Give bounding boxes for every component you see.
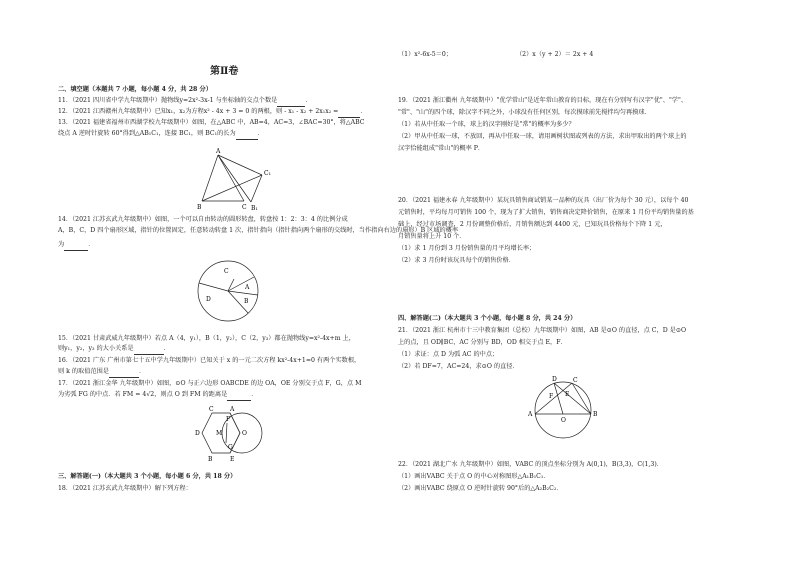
fig17-label-D: D	[195, 430, 200, 437]
figure-14-spinner	[188, 255, 268, 327]
question-20-line-1: 20．（2021 福建永春 九年级期中）某玩具销售商试销某一品种的玩具（出厂价为每个 30 元），以每个 40	[398, 197, 689, 204]
fig17-label-G: G	[228, 444, 233, 451]
figure-13-triangle-rotation	[196, 145, 286, 213]
question-17-text: 为劣弧 FG 的中点．若 FM = 4√2，则点 O 到 FM 的距离是	[58, 391, 228, 398]
question-20-line-3: 础上，经过市场调查，2 月份调整价格后，月销售额达到 4400 元，已知玩具价格每个下降 1 元，	[398, 221, 667, 228]
question-21-part-2: （2）若 DF=7，AC=24，求⊙O 的直径．	[398, 363, 519, 370]
fig21-label-A: A	[528, 411, 533, 418]
question-22-part-2: （2）画出VABC 绕原点 O 逆时针旋转 90°后的△A₂B₂C₂．	[398, 485, 563, 492]
question-14-line-2: A，B，C，D 四个扇形区域，指针的位置固定，任意转动转盘 1 次，指针指向（指针指向两个扇形的交线时，当作指向右边的扇形）B 区域的概率	[58, 227, 459, 234]
question-20-line-2: 元销售时，平均每月可销售 100 个，现为了扩大销售，销售商决定降价销售，在原来 1 月份平均销售量的基	[398, 209, 694, 216]
question-11-text: 11．（2021 四川省中学九年级期中）抛物线y=2x²-3x-1 与坐标轴的交点个数是	[58, 97, 278, 104]
answer-blank-13[interactable]	[236, 129, 258, 140]
fig17-label-B: B	[208, 456, 213, 463]
fig17-label-F: F	[226, 416, 231, 423]
question-22-part-1: （1）画出VABC 关于点 O 的中心对称图形△A₁B₁C₁．	[398, 473, 550, 480]
question-20-part-2: （2）求 3 月份时该玩具每个的销售价格．	[398, 257, 515, 264]
question-12-text: 12．（2021 江西赣州九年级期中）已知x₁，x₂为方程x² - 4x + 3 = 0 的两根，则 - x₁ - x₂ + 2x₁x₂ =	[58, 108, 339, 115]
fig14-label-D: D	[206, 296, 211, 303]
fig17-label-A: A	[230, 406, 235, 413]
question-16-line-2: 则 k 的取值范围是 ．	[58, 367, 145, 378]
fig13-label-C: C	[242, 204, 247, 211]
answer-blank-11[interactable]	[277, 96, 305, 107]
question-12: 12．（2021 江西赣州九年级期中）已知x₁，x₂为方程x² - 4x + 3 = 0 的两根，则 - x₁ - x₂ + 2x₁x₂ = ．	[58, 107, 367, 118]
fig14-label-A: A	[245, 284, 250, 291]
answer-blank-17[interactable]	[227, 390, 251, 401]
fig17-label-O: O	[242, 430, 247, 437]
question-14-text: 为	[58, 241, 65, 248]
fig21-label-C: C	[573, 377, 578, 384]
fig21-label-D: D	[552, 376, 557, 383]
question-22-line-1: 22．（2021 湖北广水 九年级期中）如图，VABC 的顶点坐标分别为 A(0,1)，B(3,3)，C(1,3)．	[398, 461, 663, 468]
question-15-line-2: 则y₁，y₂，y₃ 的大小关系是 ．	[58, 344, 170, 355]
question-11: 11．（2021 四川省中学九年级期中）抛物线y=2x²-3x-1 与坐标轴的交点个数是 ．	[58, 96, 312, 107]
question-15-line-1: 15．（2021 甘肃武威九年级期中）若点 A（4，y₁），B（1，y₂），C（2，y₃）都在抛物线y=x²-4x+m 上，	[58, 335, 355, 342]
question-15-text: 则y₁，y₂，y₃ 的大小关系是	[58, 345, 134, 352]
question-17-line-1: 17．（2021 浙江金华 九年级期中）如图，⊙O 与正六边形 OABCDE 的边 OA，OE 分别交于点 F，G，点 M	[58, 380, 362, 387]
question-19-part-2-cont: 汉字恰能组成"常山"的概率 P．	[398, 145, 485, 152]
fig13-label-B: B	[197, 204, 202, 211]
fig14-label-C: C	[224, 268, 229, 275]
question-16-line-1: 16．（2021 广东 广州市第七十五中学九年级期中）已知关于 x 的一元二次方程 kx²-4x+1=0 有两个实数根，	[58, 357, 361, 364]
fig17-label-C: C	[209, 406, 214, 413]
fig17-label-E: E	[230, 456, 235, 463]
question-19-line-2: "常"、"山"的四个球，除汉字不同之外，小球没有任何区别，每次摸球前先搅拌均匀再摸球．	[398, 109, 651, 116]
question-21-line-1: 21．（2021 浙江 杭州市十三中教育集团（总校）九年级期中）如图，AB 是⊙O 的直径，点 C，D 是⊙O	[398, 327, 687, 334]
answer-blank-12[interactable]	[338, 107, 360, 118]
fig21-label-F: F	[549, 393, 554, 400]
answer-blank-16[interactable]	[109, 367, 139, 378]
section-2-heading: 二、填空题（本题共 7 小题，每小题 4 分，共 28 分）	[58, 86, 212, 93]
question-13-line-1: 13．（2021 福建省福州市西湖学校九年级期中）如图，在△ABC 中，AB=4，AC=3，∠BAC=30°，将△ABC	[58, 119, 365, 126]
question-14-line-1: 14．（2021 江苏玄武九年级期中）如图，一个可以自由转动的圆形转盘，转盘按 1：2：3：4 的比例分成	[58, 216, 348, 223]
fig13-label-B1: B₁	[251, 205, 258, 212]
question-19-part-2: （2）甲从中任取一球，不放回，再从中任取一球，请用画树状图或列表的方法，求出甲取出的两个球上的	[398, 133, 687, 140]
section-4-heading: 四、解答题(二)（本大题共 3 个小题，每小题 8 分，共 24 分）	[398, 315, 577, 322]
question-13-line-2: 绕点 A 逆时针旋转 60°得到△AB₁C₁，连接 BC₁，则 BC₁的长为 ．	[58, 129, 264, 140]
answer-blank-14[interactable]	[64, 240, 88, 251]
fig14-label-B: B	[244, 298, 249, 305]
figure-17-hexagon-circle	[190, 403, 294, 467]
fig13-label-A: A	[216, 148, 221, 155]
question-20-part-1: （1）求 1 月份到 3 月份销售量的月平均增长率；	[398, 245, 536, 252]
section-3-heading: 三、解答题(一)（本大题共 3 个小题，每小题 6 分，共 18 分）	[58, 473, 237, 480]
page-title: 第Ⅱ卷	[210, 66, 239, 77]
question-19-line-1: 19．（2021 浙江衢州 九年级期中）"优学常山"是近年常山教育的目标，现在有分别写有汉字"优"、"学"、	[398, 97, 688, 104]
answer-blank-15[interactable]	[134, 344, 164, 355]
question-21-part-1: （1）求证：点 D 为弧 AC 的中点；	[398, 351, 499, 358]
fig21-label-O: O	[561, 417, 566, 424]
question-19-part-1: （1）若从中任取一个球，球上的汉字刚好是"常"的概率为多少？	[398, 121, 575, 128]
question-18: 18．（2021 江苏玄武九年级期中）解下列方程：	[58, 485, 192, 492]
question-18-part-1: （1）x²-6x-5＝0；	[398, 51, 453, 58]
fig21-label-B: B	[593, 411, 598, 418]
fig13-label-C1: C₁	[264, 170, 271, 177]
question-16-text: 则 k 的取值范围是	[58, 368, 109, 375]
question-20-line-4: 月销售量将上升 10 个．	[398, 233, 466, 240]
question-14-line-3: 为 ．	[58, 240, 94, 251]
question-18-part-2: （2）x（y + 2）＝ 2x + 4	[516, 51, 594, 58]
question-17-line-2: 为劣弧 FG 的中点．若 FM = 4√2，则点 O 到 FM 的距离是 ．	[58, 390, 257, 401]
question-21-line-2: 上的点，且 OD∥BC，AC 分别与 BD，OD 相交于点 E，F．	[398, 339, 567, 346]
fig21-label-E: E	[565, 391, 570, 398]
question-13-text: 绕点 A 逆时针旋转 60°得到△AB₁C₁，连接 BC₁，则 BC₁的长为	[58, 130, 236, 137]
fig17-label-M: M	[216, 430, 223, 437]
figure-21-circle	[522, 374, 604, 440]
